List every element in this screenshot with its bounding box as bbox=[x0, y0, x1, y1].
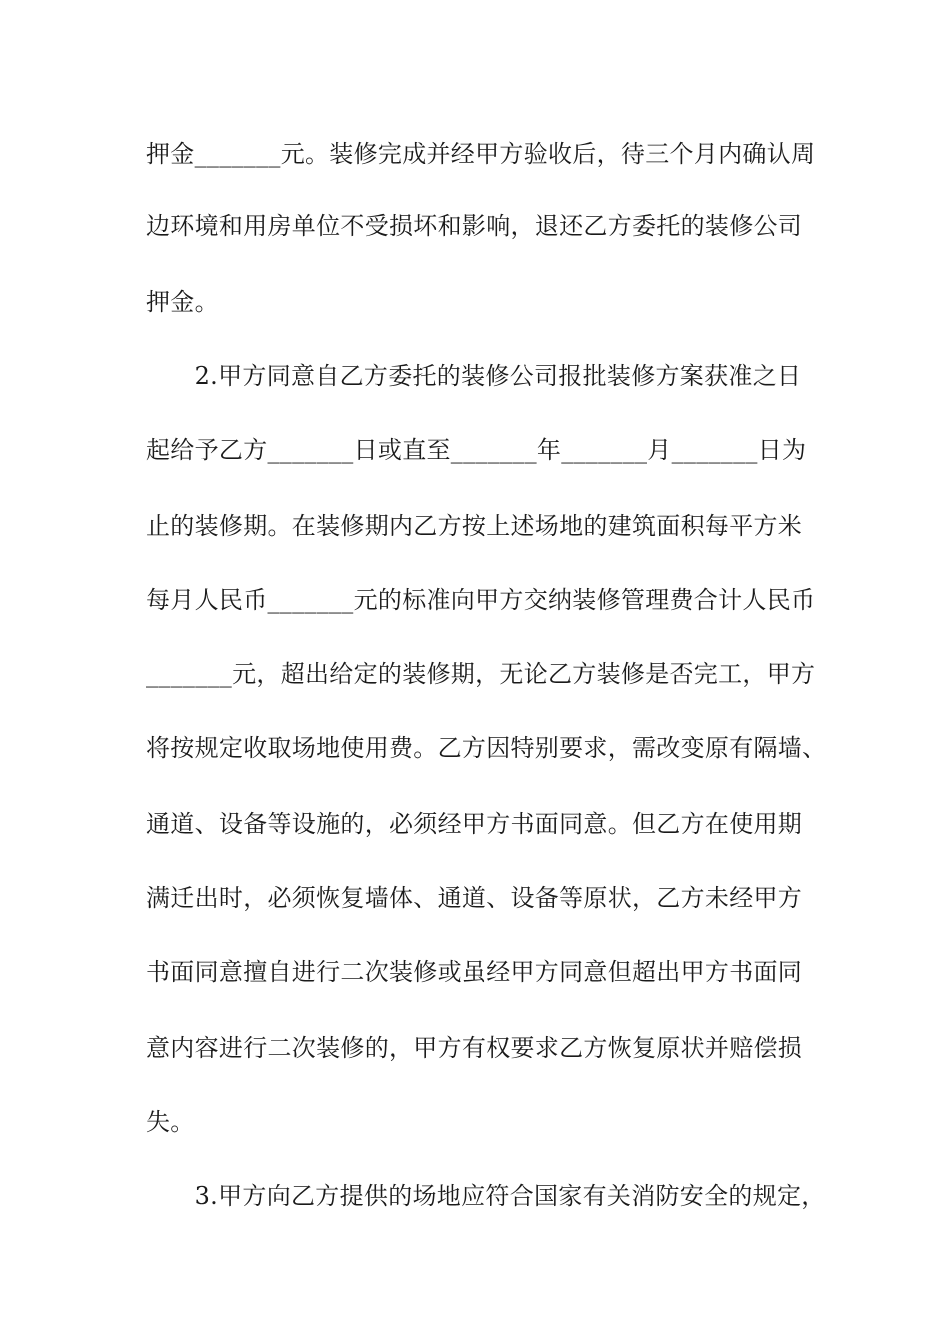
text-line: 失。 bbox=[146, 1108, 195, 1136]
text-line: 通道、设备等设施的，必须经甲方书面同意。但乙方在使用期 bbox=[146, 810, 803, 838]
text-line: 满迁出时，必须恢复墙体、通道、设备等原状，乙方未经甲方 bbox=[146, 884, 803, 912]
text-line: 书面同意擅自进行二次装修或虽经甲方同意但超出甲方书面同 bbox=[146, 958, 803, 986]
text-line: _______元，超出给定的装修期，无论乙方装修是否完工，甲方 bbox=[146, 660, 816, 688]
text-line: 边环境和用房单位不受损坏和影响，退还乙方委托的装修公司 bbox=[146, 212, 803, 240]
text-line: 2.甲方同意自乙方委托的装修公司报批装修方案获准之日 bbox=[146, 362, 802, 390]
text-line: 止的装修期。在装修期内乙方按上述场地的建筑面积每平方米 bbox=[146, 512, 803, 540]
text-line: 意内容进行二次装修的，甲方有权要求乙方恢复原状并赔偿损 bbox=[146, 1034, 803, 1062]
text-line: 押金。 bbox=[146, 288, 219, 316]
text-line: 押金_______元。装修完成并经甲方验收后，待三个月内确认周 bbox=[146, 140, 816, 168]
text-line: 起给予乙方_______日或直至_______年_______月_______日为 bbox=[146, 436, 807, 464]
text-line: 3.甲方向乙方提供的场地应符合国家有关消防安全的规定， bbox=[146, 1182, 826, 1210]
text-line: 每月人民币_______元的标准向甲方交纳装修管理费合计人民币 bbox=[146, 586, 816, 614]
text-line: 将按规定收取场地使用费。乙方因特别要求，需改变原有隔墙、 bbox=[146, 734, 827, 762]
